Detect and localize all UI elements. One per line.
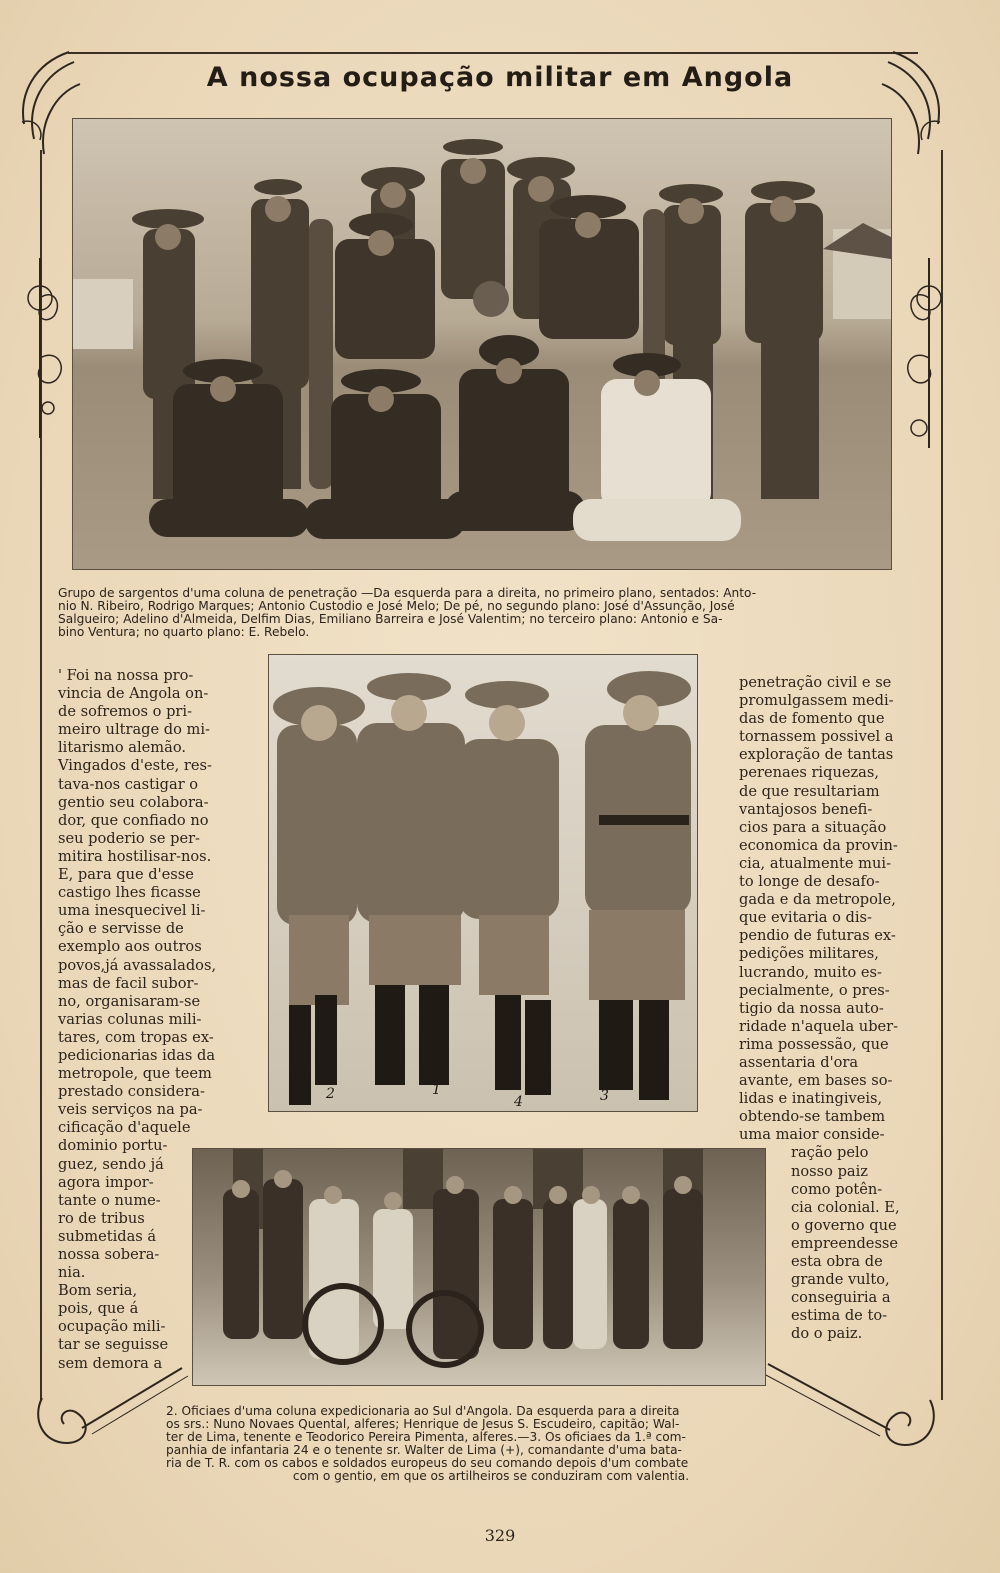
- caption-line: Salgueiro; Adelino d'Almeida, Delfim Dias, Emiliano Barreira e José Valentim; no terceiro plano: Antonio e Sa-: [58, 612, 723, 626]
- caption-line: panhia de infantaria 24 e o tenente sr. Walter de Lima (+), comandante d'uma bata-: [166, 1443, 682, 1457]
- text-line: mas de facil subor-: [58, 974, 199, 992]
- text-line: veis serviços na pa-: [58, 1101, 203, 1119]
- text-line: tigio da nossa auto-: [739, 999, 884, 1017]
- text-line: das de fomento que: [739, 710, 885, 728]
- text-line: E, para que d'esse: [58, 866, 194, 884]
- text-line: cia colonial. E,: [791, 1198, 900, 1216]
- text-line: vantajosos benefi-: [739, 800, 873, 818]
- text-line: agora impor-: [58, 1173, 154, 1191]
- text-line: mitira hostilisar-nos.: [58, 847, 212, 865]
- text-line: de que resultariam: [739, 782, 880, 800]
- frame-top-line: [68, 52, 918, 54]
- photo-label-1: 1: [432, 1082, 441, 1098]
- text-line: tava-nos castigar o: [58, 775, 199, 793]
- text-line: Vingados d'este, res-: [58, 757, 212, 775]
- text-line: litarismo alemão.: [58, 739, 187, 757]
- text-line: ção e servisse de: [58, 920, 184, 938]
- text-line: ocupação mili-: [58, 1318, 166, 1336]
- caption-line: os srs.: Nuno Novaes Quental, alferes; Henrique de Jesus S. Escudeiro, capitão; Wal-: [166, 1417, 680, 1431]
- text-line: tar se seguisse: [58, 1336, 169, 1354]
- text-line: como potên-: [791, 1180, 883, 1198]
- text-line: uma maior conside-: [739, 1126, 885, 1144]
- page-title: A nossa ocupação militar em Angola: [206, 62, 794, 93]
- text-line: pedições militares,: [739, 945, 879, 963]
- photo-battery-soldiers: [192, 1148, 766, 1386]
- text-line: metropole, que teem: [58, 1065, 212, 1083]
- text-line: cios para a situação: [739, 818, 887, 836]
- text-line: grande vulto,: [791, 1271, 890, 1289]
- photo-battery-image: [193, 1149, 765, 1385]
- text-line: meiro ultrage do mi-: [58, 721, 210, 739]
- text-line: economica da provin-: [739, 836, 898, 854]
- sergeants-caption: [58, 587, 908, 639]
- text-line: de sofremos o pri-: [58, 703, 193, 721]
- text-line: tares, com tropas ex-: [58, 1028, 214, 1046]
- officers-caption: [166, 1405, 816, 1483]
- text-line: tornassem possivel a: [739, 728, 894, 746]
- text-line: que evitaria o dis-: [739, 909, 872, 927]
- right-text-column: [739, 674, 919, 1343]
- caption-line: ria de T. R. com os cabos e soldados europeus do seu comando depois d'um combate: [166, 1456, 689, 1470]
- caption-line: ter de Lima, tenente e Teodorico Pereira Pimenta, alferes.—3. Os oficiaes da 1.ª com-: [166, 1430, 686, 1444]
- text-line: rima possessão, que: [739, 1035, 889, 1053]
- text-line: empreendesse: [791, 1234, 899, 1252]
- text-line: penetração civil e se: [739, 674, 892, 691]
- text-line: cia, atualmente mui-: [739, 854, 892, 872]
- text-line: dor, que confiado no: [58, 811, 209, 829]
- text-line: to longe de desafo-: [739, 873, 880, 891]
- page-number: 329: [484, 1526, 516, 1545]
- text-line: submetidas á: [58, 1227, 157, 1245]
- text-line: do o paiz.: [791, 1325, 863, 1343]
- photo-sergeants-group: [72, 118, 892, 570]
- text-line: guez, sendo já: [58, 1155, 164, 1173]
- photo-label-4: 4: [514, 1094, 523, 1110]
- text-line: sem demora a: [58, 1354, 163, 1372]
- text-line: nia.: [58, 1264, 86, 1282]
- text-line: tante o nume-: [58, 1191, 161, 1209]
- text-line: obtendo-se tambem: [739, 1108, 886, 1126]
- caption-line: com o gentio, em que os artilheiros se conduziram com valentia.: [292, 1469, 690, 1483]
- left-floral-ornament: [18, 258, 76, 438]
- text-line: no, organisaram-se: [58, 992, 201, 1010]
- text-line: cificação d'aquele: [58, 1119, 191, 1137]
- text-line: nossa sobera-: [58, 1246, 160, 1263]
- photo-officers-image: [269, 655, 697, 1111]
- text-line: exploração de tantas: [739, 746, 894, 764]
- caption-line: 2. Oficiaes d'uma coluna expedicionaria ao Sul d'Angola. Da esquerda para a direita: [166, 1404, 680, 1418]
- text-line: ração pelo: [791, 1144, 869, 1162]
- photo-sergeants-image: [73, 119, 891, 569]
- text-line: lidas e inatingiveis,: [739, 1090, 883, 1108]
- text-line: ro de tribus: [58, 1209, 145, 1227]
- text-line: pois, que á: [58, 1300, 139, 1318]
- text-line: dominio portu-: [58, 1137, 168, 1155]
- text-line: gada e da metropole,: [739, 891, 896, 909]
- right-floral-ornament: [893, 258, 951, 448]
- text-line: uma inesquecivel li-: [58, 902, 206, 920]
- text-line: povos,já avassalados,: [58, 956, 217, 974]
- text-line: conseguiria a: [791, 1289, 891, 1307]
- text-line: exemplo aos outros: [58, 938, 202, 956]
- text-line: nosso paiz: [791, 1162, 868, 1180]
- text-line: ridade n'aquela uber-: [739, 1017, 899, 1035]
- text-line: ' Foi na nossa pro-: [58, 667, 194, 684]
- caption-line: Grupo de sargentos d'uma coluna de penetração —Da esquerda para a direita, no primeiro plano, sentados: Anto-: [58, 586, 757, 600]
- text-line: castigo lhes ficasse: [58, 884, 201, 902]
- photo-four-officers: [268, 654, 698, 1112]
- text-line: seu poderio se per-: [58, 829, 200, 847]
- text-line: gentio seu colabora-: [58, 793, 209, 811]
- text-line: avante, em bases so-: [739, 1072, 893, 1090]
- text-line: promulgassem medi-: [739, 692, 894, 710]
- text-line: prestado considera-: [58, 1083, 205, 1101]
- text-line: perenaes riquezas,: [739, 764, 879, 782]
- text-line: Bom seria,: [58, 1282, 138, 1300]
- text-line: varias colunas mili-: [58, 1010, 202, 1028]
- photo-label-3: 3: [600, 1088, 609, 1104]
- caption-line: bino Ventura; no quarto plano: E. Rebelo.: [58, 625, 310, 639]
- text-line: pecialmente, o pres-: [739, 981, 890, 999]
- text-line: pedicionarias idas da: [58, 1046, 216, 1064]
- text-line: assentaria d'ora: [739, 1053, 859, 1071]
- caption-line: nio N. Ribeiro, Rodrigo Marques; Antonio Custodio e José Melo; De pé, no segundo plano: José d'Assunção, José: [58, 599, 735, 613]
- text-line: lucrando, muito es-: [739, 963, 882, 981]
- text-line: esta obra de: [791, 1253, 883, 1270]
- text-line: pendio de futuras ex-: [739, 927, 896, 945]
- text-line: estima de to-: [791, 1307, 888, 1325]
- text-line: o governo que: [791, 1216, 897, 1234]
- text-line: vincia de Angola on-: [58, 685, 209, 703]
- left-text-column: [58, 667, 228, 1373]
- photo-label-2: 2: [326, 1086, 335, 1102]
